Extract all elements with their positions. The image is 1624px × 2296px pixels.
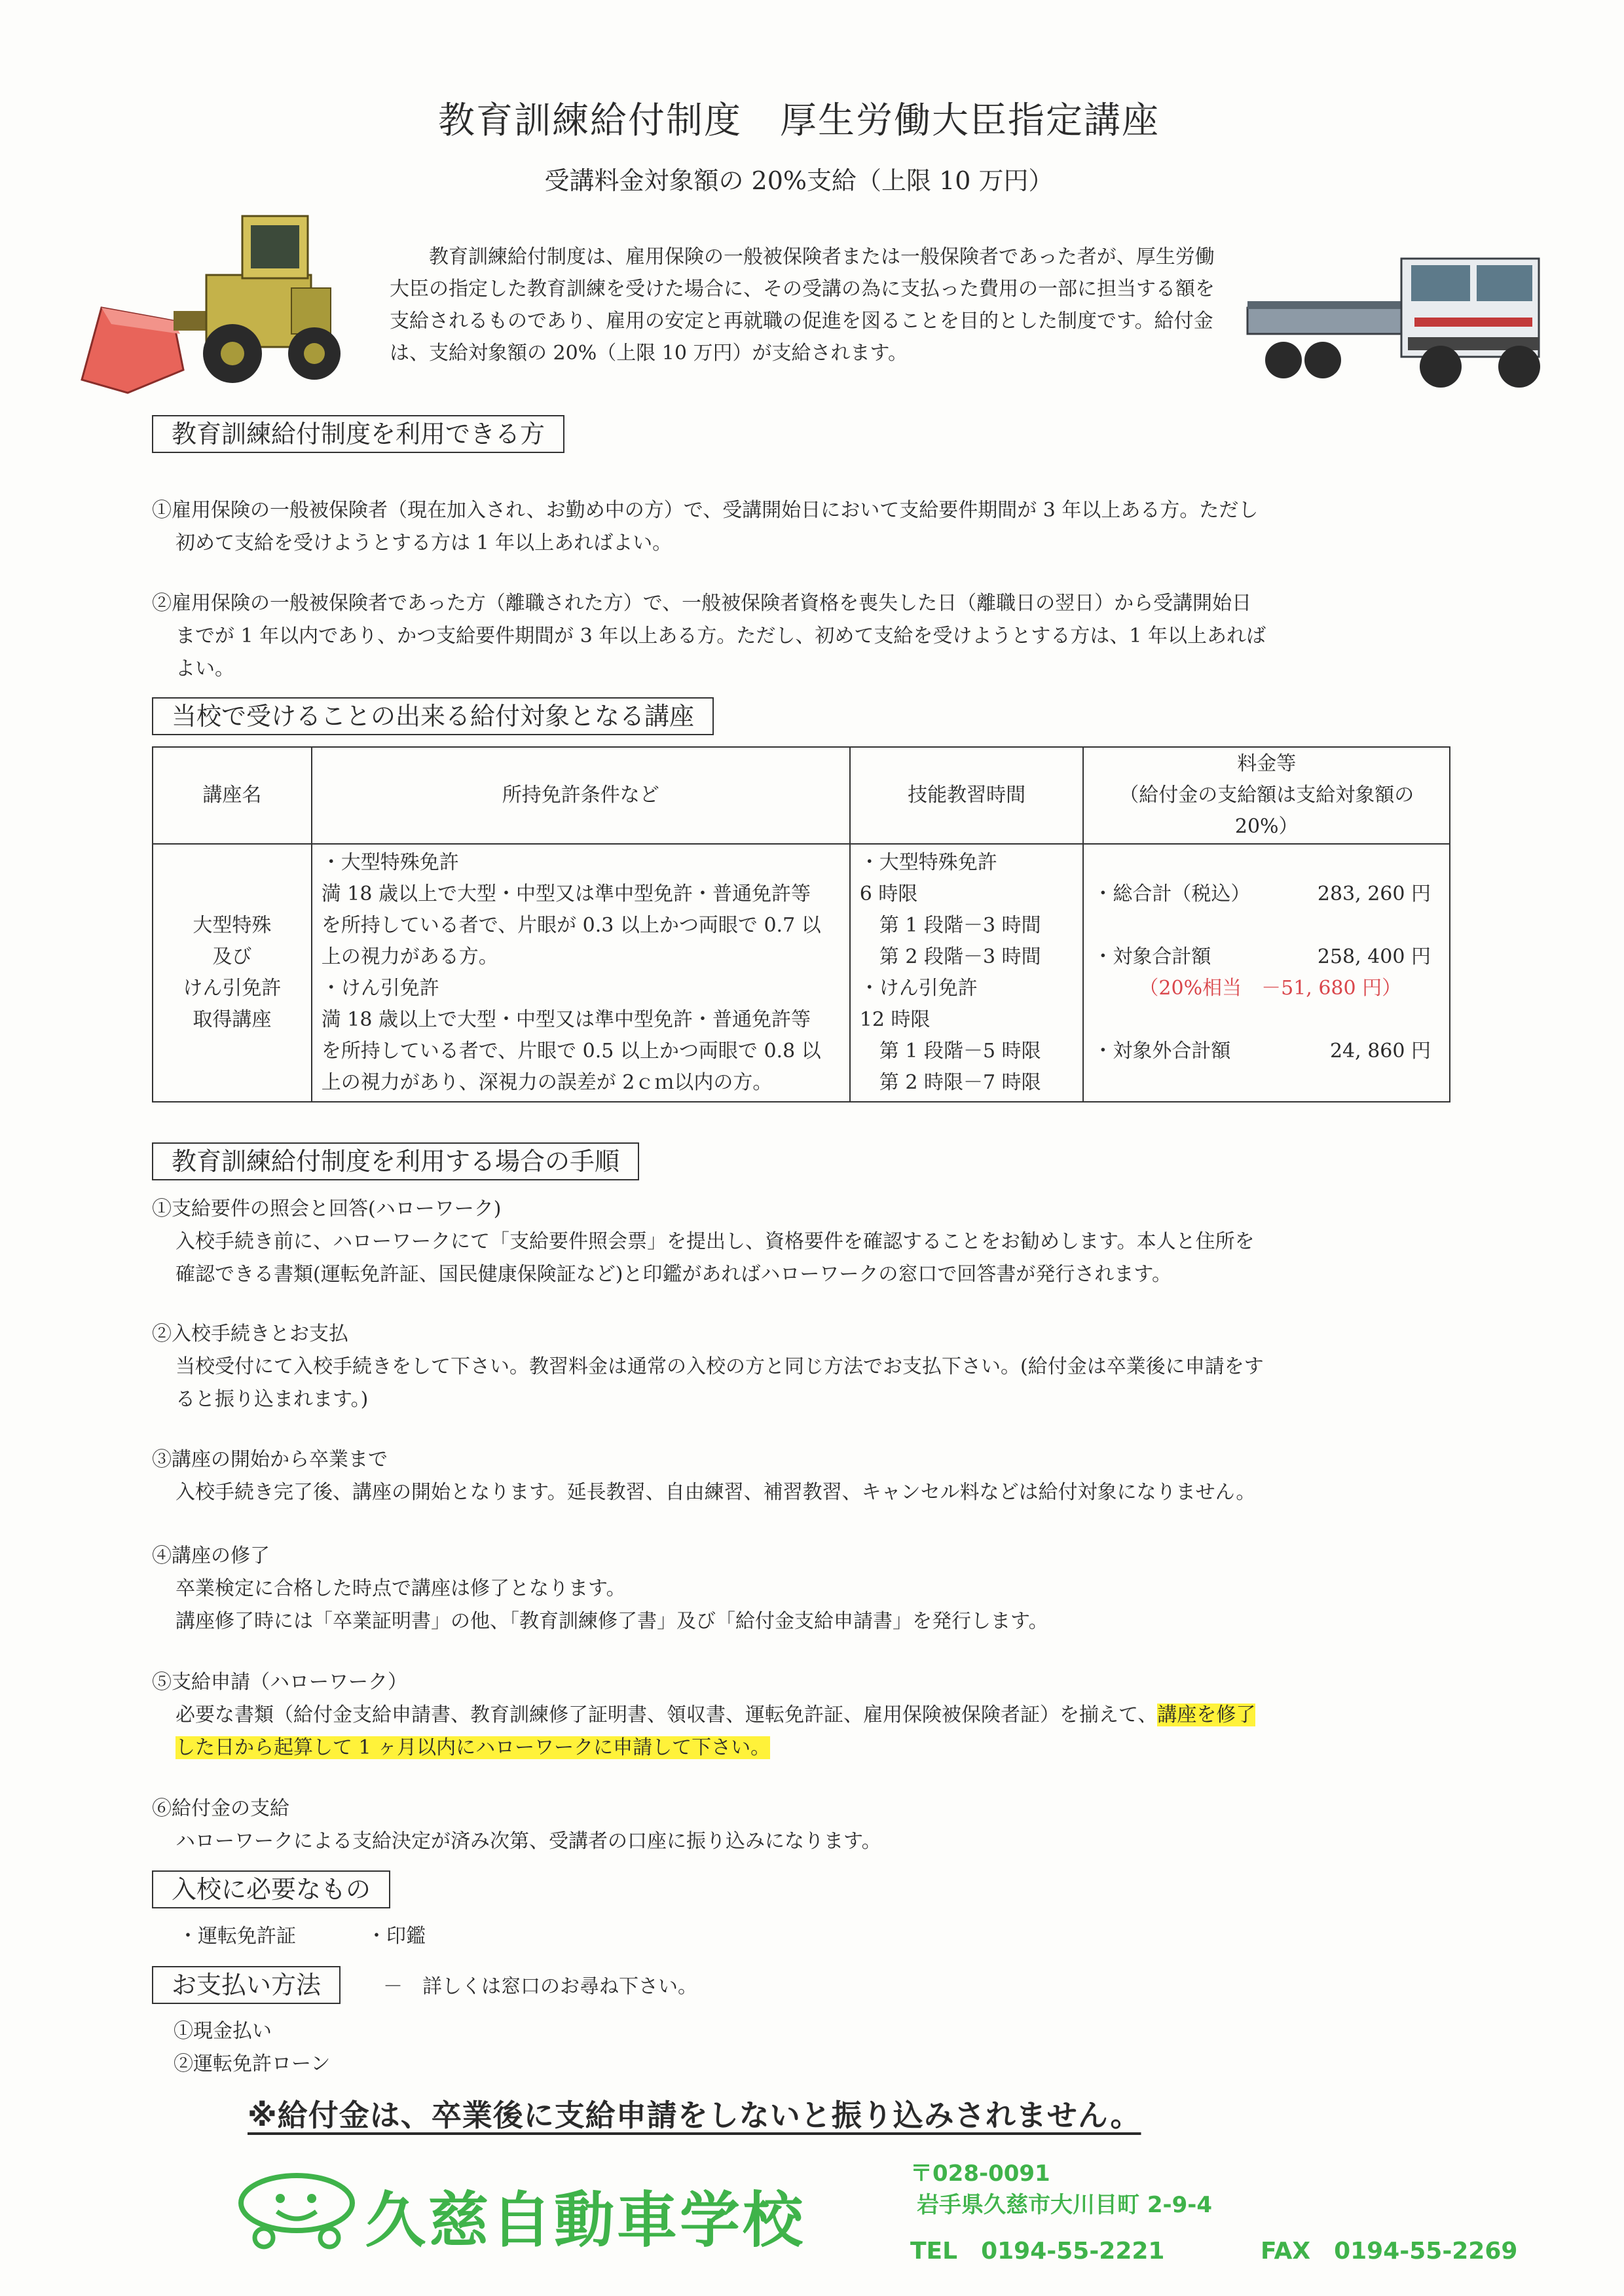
hour-line: 第 1 段階－5 時限 [859,1040,1041,1063]
required-heading: 入校に必要なもの [152,1870,390,1908]
step-title: ②入校手続きとお支払 [152,1322,348,1345]
column-header-conditions: 所持免許条件など [312,747,850,844]
fee-target-row [1093,941,1431,973]
courses-heading: 当校で受けることの出来る給付対象となる講座 [152,697,714,735]
procedure-step-2 [152,1318,1396,1416]
step-title: ⑤支給申請（ハローワーク） [152,1671,407,1694]
address: 岩手県久慈市大川目町 2-9-4 [917,2192,1213,2218]
step-line-highlight: した日から起算して 1 ヶ月以内にハローワークに申請して下さい。 [175,1736,771,1759]
payment-method-cash: ①現金払い [174,2020,272,2043]
course-name-line: 取得講座 [193,1008,272,1031]
condition-line: 満 18 歳以上で大型・中型又は準中型免許・普通免許等 [321,883,811,905]
procedure-heading: 教育訓練給付制度を利用する場合の手順 [152,1142,639,1180]
step-line: 当校受付にて入校手続きをして下さい。教習料金は通常の入校の方と同じ方法でお支払下さい。(給付金は卒業後に申請をす [175,1355,1264,1378]
hour-line: ・大型特殊免許 [859,851,997,874]
courses-table [152,746,1450,1102]
procedure-step-1 [152,1193,1396,1291]
fee-other-value: 24, 860 円 [1329,1040,1431,1063]
school-mascot-logo [234,2167,359,2252]
fee-discount: （20%相当 －51, 680 円） [1139,977,1402,1000]
step-title: ④講座の修了 [152,1544,270,1567]
phone-number: TEL 0194-55-2221 [910,2238,1165,2265]
course-name-line: 大型特殊 [193,914,272,937]
condition-line: ・大型特殊免許 [321,851,459,874]
condition-line: を所持している者で、片眼で 0.5 以上かつ両眼で 0.8 以 [321,1040,821,1063]
procedure-step-4 [152,1540,1396,1638]
fee-header-line-3: 20%） [1234,815,1299,838]
procedure-step-6 [152,1793,1396,1858]
fee-other-row [1093,1036,1431,1067]
fee-header-line-1: 料金等 [1237,752,1297,775]
payment-heading: お支払い方法 [152,1966,341,2004]
required-item-seal: ・印鑑 [367,1925,426,1948]
fee-total-label: ・総合計（税込） [1093,883,1251,905]
step-line-highlight: 講座を修了 [1157,1704,1256,1726]
hour-line: 第 1 段階－3 時間 [859,914,1041,937]
intro-text: 教育訓練給付制度は、雇用保険の一般被保険者または一般保険者であった者が、厚生労働大臣の指定した教育訓練を受けた場合に、その受講の為に支払った費用の一部に担当する額を支給されるものであり、雇用の安定と再就職の促進を図ることを目的とした制度です。給付金は、支給対象額の 20%（上限 10 万円）が支給されます。 [390,246,1215,365]
fee-header-line-2: （給付金の支給額は支給対象額の [1119,784,1414,807]
eligibility-item-1 [152,494,1396,560]
column-header-hours: 技能教習時間 [850,747,1084,844]
step-line: 卒業検定に合格した時点で講座は修了となります。 [175,1577,626,1600]
procedure-step-5 [152,1666,1396,1764]
courses-table-header-row [153,747,1450,844]
column-header-fee [1083,747,1450,844]
fee-target-label: ・対象合計額 [1093,945,1211,968]
page-title: 教育訓練給付制度 厚生労働大臣指定講座 [438,100,1160,142]
step-title: ①支給要件の照会と回答(ハローワーク) [152,1197,502,1220]
fee-total-row [1093,879,1431,910]
step-line-text: 必要な書類（給付金支給申請書、教育訓練修了証明書、領収書、運転免許証、雇用保険被保険者証）を揃えて、 [175,1704,1158,1726]
hour-line: 12 時限 [859,1008,931,1031]
condition-line: を所持している者で、片眼が 0.3 以上かつ両眼で 0.7 以 [321,914,821,937]
eligibility-item-2-line-2: までが 1 年以内であり、かつ支給要件期間が 3 年以上ある方。ただし、初めて支給を受けようとする方は、1 年以上あれば [175,625,1266,647]
step-line: ると振り込まれます。) [175,1388,369,1411]
eligibility-item-1-line-2: 初めて支給を受けようとする方は 1 年以上あればよい。 [175,532,673,555]
tow-truck-image [1244,246,1559,396]
school-name: 久慈自動車学校 [365,2185,806,2255]
fee-other-label: ・対象外合計額 [1093,1040,1231,1063]
fee-cell [1083,844,1450,1102]
course-name-line: けん引免許 [183,977,282,1000]
postal-code: 〒028-0091 [910,2160,1050,2187]
hours-cell [850,844,1084,1102]
eligibility-item-2-line-3: よい。 [175,657,234,680]
course-name-line: 及び [212,945,252,968]
eligibility-heading: 教育訓練給付制度を利用できる方 [152,415,564,453]
eligibility-item-1-line-1: ①雇用保険の一般被保険者（現在加入され、お勤め中の方）で、受講開始日において支給要件期間が 3 年以上ある方。ただし [152,499,1259,522]
step-line: 入校手続き完了後、講座の開始となります。延長教習、自由練習、補習教習、キャンセル料などは給付対象になりません。 [175,1481,1256,1504]
condition-line: 上の視力がある方。 [321,945,498,968]
fax-number: FAX 0194-55-2269 [1261,2238,1518,2265]
required-item-license: ・運転免許証 [178,1925,296,1948]
wheel-loader-image [75,196,344,399]
hour-line: 第 2 時限－7 時限 [859,1071,1041,1094]
step-line: 入校手続き前に、ハローワークにて「支給要件照会票」を提出し、資格要件を確認することをお勧めします。本人と住所を [175,1230,1255,1253]
fee-target-value: 258, 400 円 [1317,945,1431,968]
step-title: ③講座の開始から卒業まで [152,1448,388,1471]
step-line: 確認できる書類(運転免許証、国民健康保険証など)と印鑑があればハローワークの窓口で回答書が発行されます。 [175,1263,1172,1286]
step-line [152,1699,1396,1732]
eligibility-item-2-line-1: ②雇用保険の一般被保険者であった方（離職された方）で、一般被保険者資格を喪失した日（離職日の翌日）から受講開始日 [152,592,1252,615]
step-title: ⑥給付金の支給 [152,1797,289,1820]
column-header-name: 講座名 [153,747,312,844]
conditions-cell [312,844,850,1102]
table-row [153,844,1450,1102]
payment-note: － 詳しくは窓口のお尋ね下さい。 [383,1975,697,1998]
eligibility-item-2 [152,587,1396,685]
procedure-step-3 [152,1444,1396,1509]
page-subtitle: 受講料金対象額の 20%支給（上限 10 万円） [544,166,1054,195]
fee-total-value: 283, 260 円 [1317,883,1431,905]
course-name-cell [153,844,312,1102]
hour-line: ・けん引免許 [859,977,978,1000]
step-line: ハローワークによる支給決定が済み次第、受講者の口座に振り込みになります。 [175,1830,881,1853]
condition-line: 上の視力があり、深視力の誤差が 2ｃｍ以内の方。 [321,1071,773,1094]
hour-line: 第 2 段階－3 時間 [859,945,1041,968]
step-line [152,1732,1396,1764]
condition-line: 満 18 歳以上で大型・中型又は準中型免許・普通免許等 [321,1008,811,1031]
warning-notice: ※給付金は、卒業後に支給申請をしないと振り込みされません。 [248,2098,1141,2133]
payment-method-loan: ②運転免許ローン [174,2052,331,2075]
step-line: 講座修了時には「卒業証明書」の他、「教育訓練修了書」及び「給付金支給申請書」を発行します。 [175,1610,1048,1633]
condition-line: ・けん引免許 [321,977,439,1000]
hour-line: 6 時限 [859,883,918,905]
